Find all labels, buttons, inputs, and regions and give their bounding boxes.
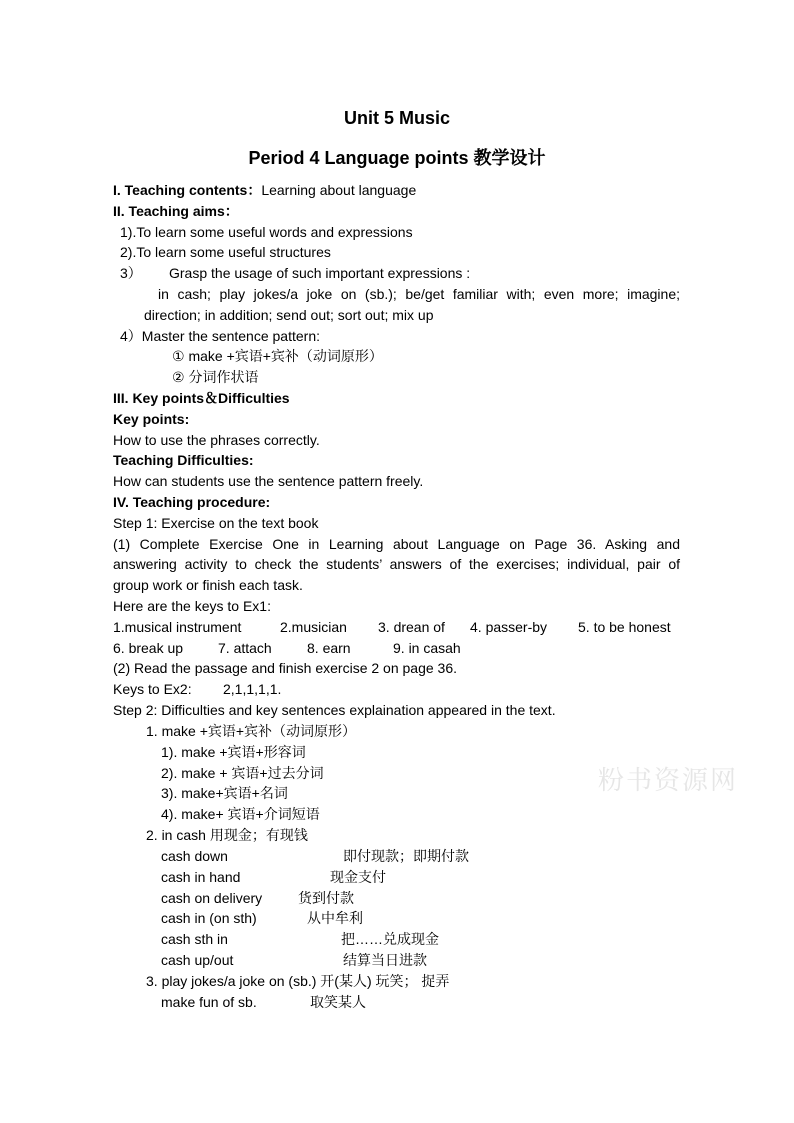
step-1: Step 1: Exercise on the text book xyxy=(113,515,319,531)
key-points-difficulties-heading: III. Key points＆Difficulties xyxy=(113,390,290,406)
cash-phrase-meaning: 结算当日进款 xyxy=(343,952,427,968)
cash-phrase-meaning: 从中牟利 xyxy=(307,910,363,926)
key-answer: 2.musician xyxy=(280,619,347,635)
aim-1: 1).To learn some useful words and expressions xyxy=(120,224,413,240)
item-3: 3. play jokes/a joke on (sb.) 开(某人) 玩笑； 捉弄 xyxy=(146,973,450,989)
document-subtitle: Period 4 Language points 教学设计 xyxy=(248,148,546,168)
aim-3-expressions-1: in cash; play jokes/a joke on (sb.); be/get familiar with; even more; imagine; xyxy=(158,286,680,302)
aim-2: 2).To learn some useful structures xyxy=(120,244,331,260)
exercise-1-line-2: answering activity to check the students’ answers of the exercises; individual, pair of xyxy=(113,556,680,572)
sentence-pattern-2: ② 分词作状语 xyxy=(172,369,259,385)
cash-phrase-meaning: 现金支付 xyxy=(330,869,386,885)
item-1-sub: 4). make+ 宾语+介词短语 xyxy=(161,806,320,822)
cash-phrase: cash up/out xyxy=(161,952,234,968)
keys-ex2-label: Keys to Ex2: xyxy=(113,681,192,697)
key-answer: 4. passer-by xyxy=(470,619,548,635)
key-answer: 8. earn xyxy=(307,640,351,656)
cash-phrase: cash down xyxy=(161,848,228,864)
cash-phrase: cash in hand xyxy=(161,869,241,885)
key-points-label: Key points: xyxy=(113,411,190,427)
cash-phrase-meaning: 把……兑成现金 xyxy=(341,931,439,947)
aim-3-number: 3） xyxy=(120,265,142,281)
cash-phrase: cash sth in xyxy=(161,931,228,947)
teaching-contents-label: I. Teaching contents： xyxy=(113,182,262,198)
cash-phrase-meaning: 货到付款 xyxy=(298,890,354,906)
exercise-2: (2) Read the passage and finish exercise 2 on page 36. xyxy=(113,660,458,676)
item-1-sub: 3). make+宾语+名词 xyxy=(161,785,288,801)
key-answer: 9. in casah xyxy=(393,640,461,656)
key-answer: 6. break up xyxy=(113,640,184,656)
keys-ex2-value: 2,1,1,1,1. xyxy=(223,681,282,697)
step-2: Step 2: Difficulties and key sentences explaination appeared in the text. xyxy=(113,702,556,718)
item-1-sub: 1). make +宾语+形容词 xyxy=(161,744,306,760)
cash-phrase-meaning: 即付现款；即期付款 xyxy=(343,848,469,864)
key-answer: 5. to be honest xyxy=(578,619,671,635)
key-answer: 7. attach xyxy=(218,640,272,656)
teaching-aims-heading: II. Teaching aims： xyxy=(113,203,239,219)
keys-ex1-label: Here are the keys to Ex1: xyxy=(113,598,271,614)
item-2: 2. in cash 用现金；有现钱 xyxy=(146,827,308,843)
aim-3-expressions-2: direction; in addition; send out; sort out; mix up xyxy=(144,307,434,323)
cash-phrase: cash in (on sth) xyxy=(161,910,257,926)
exercise-1-line-3: group work or finish each task. xyxy=(113,577,303,593)
sentence-pattern-1: ① make +宾语+宾补（动词原形） xyxy=(172,348,383,364)
aim-4: 4）Master the sentence pattern: xyxy=(120,328,320,344)
teaching-procedure-heading: IV. Teaching procedure: xyxy=(113,494,271,510)
key-answer: 3. drean of xyxy=(378,619,445,635)
key-points-text: How to use the phrases correctly. xyxy=(113,432,320,448)
item-1: 1. make +宾语+宾补（动词原形） xyxy=(146,723,357,739)
item-1-sub: 2). make + 宾语+过去分词 xyxy=(161,765,324,781)
teaching-contents-line xyxy=(113,180,416,200)
teaching-difficulties-text: How can students use the sentence pattern freely. xyxy=(113,473,424,489)
watermark: 粉书资源网 xyxy=(598,765,739,795)
document-title: Unit 5 Music xyxy=(343,108,450,128)
key-answer: 1.musical instrument xyxy=(113,619,242,635)
cash-phrase: cash on delivery xyxy=(161,890,263,906)
teaching-difficulties-label: Teaching Difficulties: xyxy=(113,452,254,468)
item-3-sub-meaning: 取笑某人 xyxy=(310,994,366,1010)
exercise-1-line-1: (1) Complete Exercise One in Learning about Language on Page 36. Asking and xyxy=(113,536,680,552)
aim-3-text: Grasp the usage of such important expressions : xyxy=(169,265,471,281)
teaching-contents-text: Learning about language xyxy=(261,182,417,198)
item-3-sub-phrase: make fun of sb. xyxy=(161,994,257,1010)
